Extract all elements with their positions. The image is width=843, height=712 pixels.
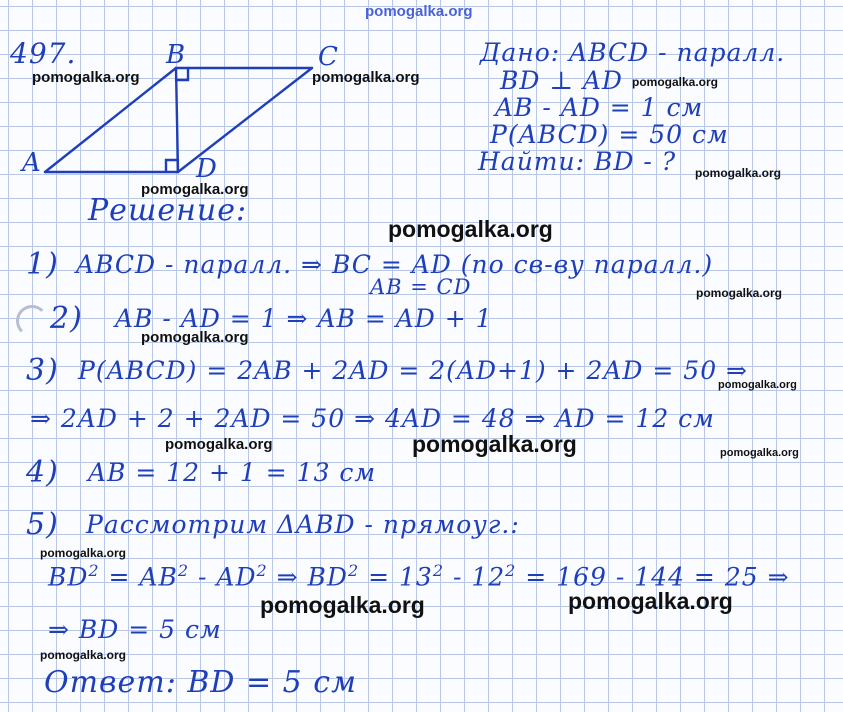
step-2-text: AB - AD = 1 ⇒ AB = AD + 1	[115, 304, 493, 333]
step-2-number: 2)	[50, 301, 83, 336]
step-3-continuation: ⇒ 2AD + 2 + 2AD = 50 ⇒ 4AD = 48 ⇒ AD = 12 см	[30, 404, 715, 433]
watermark: pomogalka.org	[141, 181, 249, 198]
vertex-label-c: C	[318, 42, 338, 72]
problem-number: 497.	[10, 37, 77, 70]
solution-title: Решение:	[88, 193, 248, 228]
watermark: pomogalka.org	[695, 166, 782, 180]
given-line-2: BD ⊥ AD	[500, 66, 623, 95]
step-4-text: AB = 12 + 1 = 13 см	[88, 458, 377, 487]
step-1-text: ABCD - паралл. ⇒ BC = AD (по св-ву паралл.)	[76, 250, 714, 279]
vertex-label-a: A	[22, 148, 41, 178]
step-1-number: 1)	[26, 247, 59, 282]
right-angle-mark-d	[166, 160, 178, 172]
watermark-top: pomogalka.org	[365, 3, 473, 20]
step-5-text: Рассмотрим ΔABD - прямоуг.:	[86, 510, 520, 539]
answer: Ответ: BD = 5 см	[44, 665, 357, 700]
given-line-4: P(ABCD) = 50 см	[490, 120, 729, 149]
watermark: pomogalka.org	[32, 69, 140, 86]
given-line-1: Дано: ABCD - паралл.	[480, 38, 786, 67]
watermark: pomogalka.org	[388, 216, 553, 242]
step-3-number: 3)	[26, 353, 59, 388]
step-1-sub: AB = CD	[370, 275, 472, 299]
watermark: pomogalka.org	[720, 447, 799, 459]
watermark: pomogalka.org	[40, 648, 127, 662]
step-5-number: 5)	[26, 507, 59, 542]
vertex-label-b: B	[166, 40, 186, 70]
step-5-equation: $BD^2 = AB^2 - AD^2$ ⇒ $BD^2 = 13^2 - 12^2 = 169 - 144 = 25$ ⇒	[48, 561, 790, 592]
watermark: pomogalka.org	[260, 592, 425, 618]
watermark: pomogalka.org	[412, 431, 577, 457]
vertex-label-d: D	[196, 154, 217, 184]
watermark: pomogalka.org	[165, 436, 273, 453]
watermark: pomogalka.org	[312, 69, 420, 86]
watermark: pomogalka.org	[40, 546, 127, 560]
watermark: pomogalka.org	[632, 75, 719, 89]
watermark: pomogalka.org	[696, 286, 783, 300]
given-line-3: AB - AD = 1 см	[495, 93, 704, 122]
step-5-result: ⇒ BD = 5 см	[48, 615, 222, 644]
watermark: pomogalka.org	[141, 329, 249, 346]
watermark: pomogalka.org	[718, 379, 797, 391]
watermark: pomogalka.org	[568, 588, 733, 614]
step-4-number: 4)	[26, 455, 59, 490]
given-line-5: Найти: BD - ?	[478, 147, 677, 176]
diagonal-bd	[176, 68, 178, 172]
step-3-text: P(ABCD) = 2AB + 2AD = 2(AD+1) + 2AD = 50 ⇒	[78, 356, 749, 385]
